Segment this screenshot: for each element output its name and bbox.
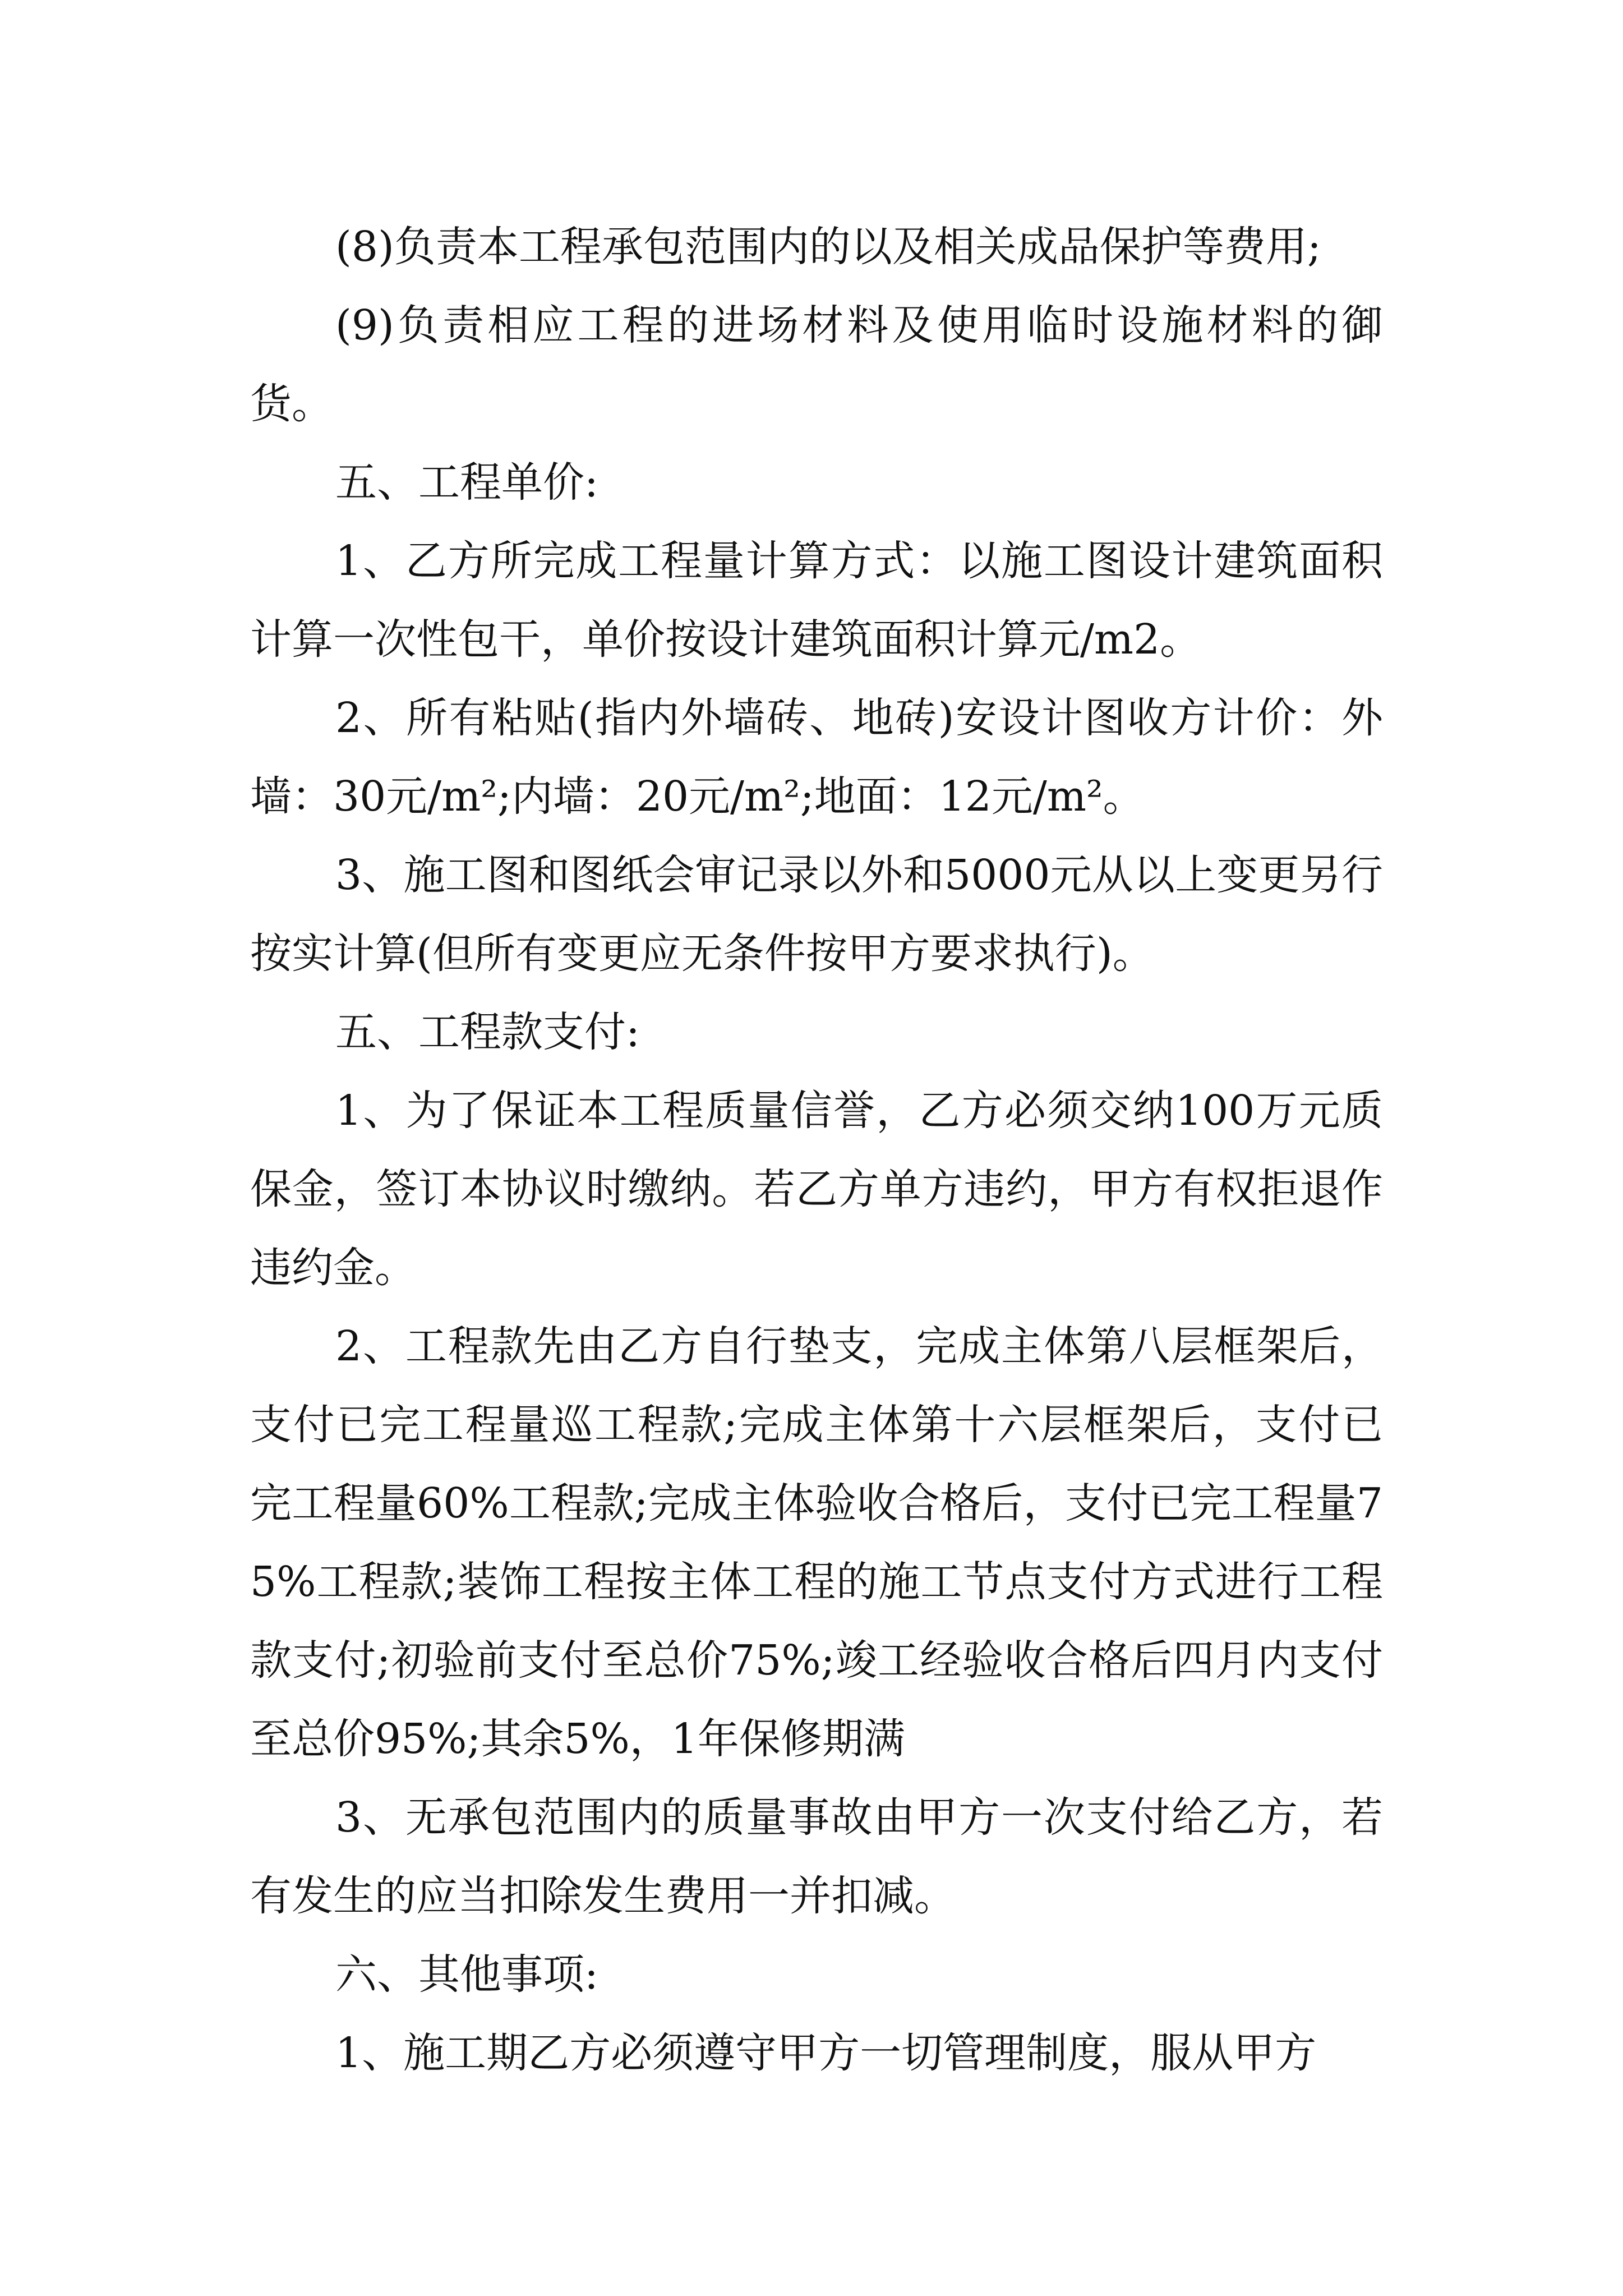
section-heading-unit-price: 五、工程单价: — [335, 458, 598, 507]
paragraph-unit-price-1: 1、乙方所完成工程量计算方式：以施工图设计建筑面积计算一次性包干，单价按设计建筑面积计算元/m2。 — [250, 537, 1383, 664]
paragraph-item-9: (9)负责相应工程的进场材料及使用临时设施材料的御货。 — [250, 301, 1383, 428]
section-heading-payment: 五、工程款支付: — [335, 1008, 640, 1056]
paragraph-item-8: (8)负责本工程承包范围内的以及相关成品保护等费用; — [335, 223, 1321, 271]
paragraph-other-1: 1、施工期乙方必须遵守甲方一切管理制度，服从甲方 — [335, 2029, 1317, 2077]
paragraph-payment-3: 3、无承包范围内的质量事故由甲方一次支付给乙方，若有发生的应当扣除发生费用一并扣减。 — [250, 1793, 1383, 1920]
document-body — [250, 208, 1383, 2092]
paragraph-unit-price-2: 2、所有粘贴(指内外墙砖、地砖)安设计图收方计价：外墙：30元/m²;内墙：20元/m²;地面：12元/m²。 — [250, 694, 1383, 821]
paragraph-unit-price-3: 3、施工图和图纸会审记录以外和5000元从以上变更另行按实计算(但所有变更应无条件按甲方要求执行)。 — [250, 851, 1383, 978]
paragraph-payment-2: 2、工程款先由乙方自行垫支，完成主体第八层框架后，支付已完工程量巡工程款;完成主体第十六层框架后，支付已完工程量60%工程款;完成主体验收合格后，支付已完工程量75%工程款;装饰工程按主体工程的施工节点支付方式进行工程款支付;初验前支付至总价75%;竣工经验收合格后四月内支付至总价95%;其余5%，1年保修期满 — [250, 1322, 1383, 1763]
section-heading-other-matters: 六、其他事项: — [335, 1950, 598, 1999]
paragraph-payment-1: 1、为了保证本工程质量信誉，乙方必须交纳100万元质保金，签订本协议时缴纳。若乙方单方违约，甲方有权拒退作违约金。 — [250, 1087, 1383, 1292]
